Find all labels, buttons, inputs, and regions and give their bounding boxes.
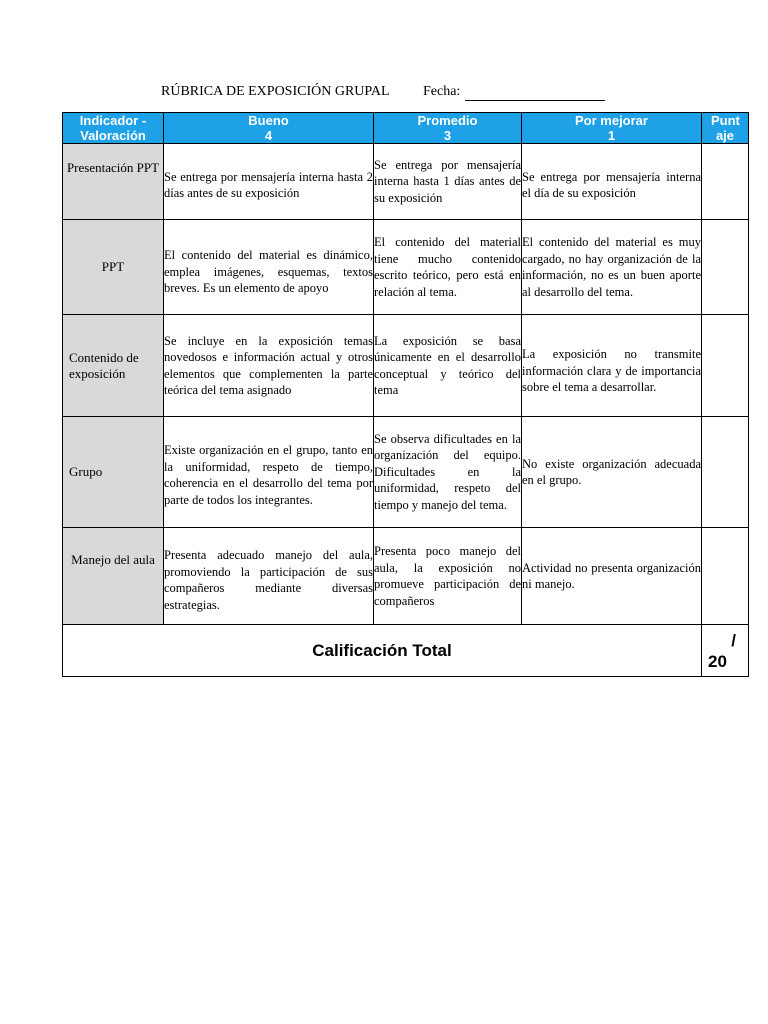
- table-row: [63, 220, 749, 315]
- promedio-cell: Se observa dificultades en la organización del equipo. Dificultades en la uniformidad, respeto del tiempo y manejo del tema.: [374, 417, 522, 528]
- col-header-por-mejorar: [522, 113, 702, 144]
- promedio-cell: El contenido del material tiene mucho contenido escrito teórico, pero está en relación al tema.: [374, 220, 522, 315]
- table-row: [63, 528, 749, 625]
- col-header-label: Promedio: [417, 113, 478, 128]
- total-max: 20: [708, 651, 727, 671]
- indicator-cell: Presentación PPT: [63, 144, 164, 220]
- por-mejorar-cell: Actividad no presenta organización ni manejo.: [522, 528, 702, 625]
- col-header-puntaje: [702, 113, 749, 144]
- puntaje-cell[interactable]: [702, 528, 749, 625]
- col-header-score: 4: [264, 128, 273, 143]
- indicator-cell: Manejo del aula: [63, 528, 164, 625]
- col-header-promedio: [374, 113, 522, 144]
- table-row: [63, 417, 749, 528]
- col-header-indicator: [63, 113, 164, 144]
- puntaje-cell[interactable]: [702, 417, 749, 528]
- document-title: RÚBRICA DE EXPOSICIÓN GRUPAL: [161, 84, 390, 99]
- table-row: [63, 144, 749, 220]
- rubric-table: [62, 112, 749, 677]
- bueno-cell: Existe organización en el grupo, tanto en la uniformidad, respeto de tiempo, coherencia en el desarrollo del tema por parte de todos los integrantes.: [164, 417, 374, 528]
- total-slash: /: [731, 630, 736, 650]
- col-header-label: Bueno: [248, 113, 289, 128]
- indicator-cell: Grupo: [63, 417, 164, 528]
- por-mejorar-cell: El contenido del material es muy cargado, no hay organización de la información, no es un buen aporte al desarrollo del tema.: [522, 220, 702, 315]
- puntaje-cell[interactable]: [702, 220, 749, 315]
- col-header-bueno: [164, 113, 374, 144]
- date-blank-line: [465, 100, 605, 101]
- col-header-label: Indicador - Valoración: [79, 113, 147, 143]
- indicator-cell: Contenido de exposición: [63, 315, 164, 417]
- por-mejorar-cell: No existe organización adecuada en el grupo.: [522, 417, 702, 528]
- col-header-score: 1: [607, 128, 616, 143]
- bueno-cell: Se entrega por mensajería interna hasta 2 días antes de su exposición: [164, 144, 374, 220]
- total-label: Calificación Total: [63, 625, 702, 677]
- promedio-cell: Se entrega por mensajería interna hasta 1 días antes de su exposición: [374, 144, 522, 220]
- puntaje-cell[interactable]: [702, 144, 749, 220]
- puntaje-cell[interactable]: [702, 315, 749, 417]
- header-row: [63, 113, 749, 144]
- promedio-cell: Presenta poco manejo del aula, la exposición no promueve participación de compañeros: [374, 528, 522, 625]
- col-header-label: Punt aje: [711, 113, 740, 143]
- col-header-score: 3: [443, 128, 452, 143]
- promedio-cell: La exposición se basa únicamente en el desarrollo conceptual y teórico del tema: [374, 315, 522, 417]
- col-header-label: Por mejorar: [575, 113, 648, 128]
- por-mejorar-cell: Se entrega por mensajería interna el día de su exposición: [522, 144, 702, 220]
- total-row: [63, 625, 749, 677]
- document-title-line: [161, 84, 461, 100]
- date-label: Fecha:: [423, 84, 461, 99]
- bueno-cell: Presenta adecuado manejo del aula, promoviendo la participación de sus compañeros mediante diversas estrategias.: [164, 528, 374, 625]
- por-mejorar-cell: La exposición no transmite información clara y de importancia sobre el tema a desarrollar.: [522, 315, 702, 417]
- table-row: [63, 315, 749, 417]
- indicator-cell: PPT: [63, 220, 164, 315]
- bueno-cell: Se incluye en la exposición temas novedosos e información actual y otros elementos que complementen la parte teórica del tema asignado: [164, 315, 374, 417]
- bueno-cell: El contenido del material es dinámico, emplea imágenes, esquemas, textos breves. Es un elemento de apoyo: [164, 220, 374, 315]
- total-score-cell[interactable]: [702, 625, 749, 677]
